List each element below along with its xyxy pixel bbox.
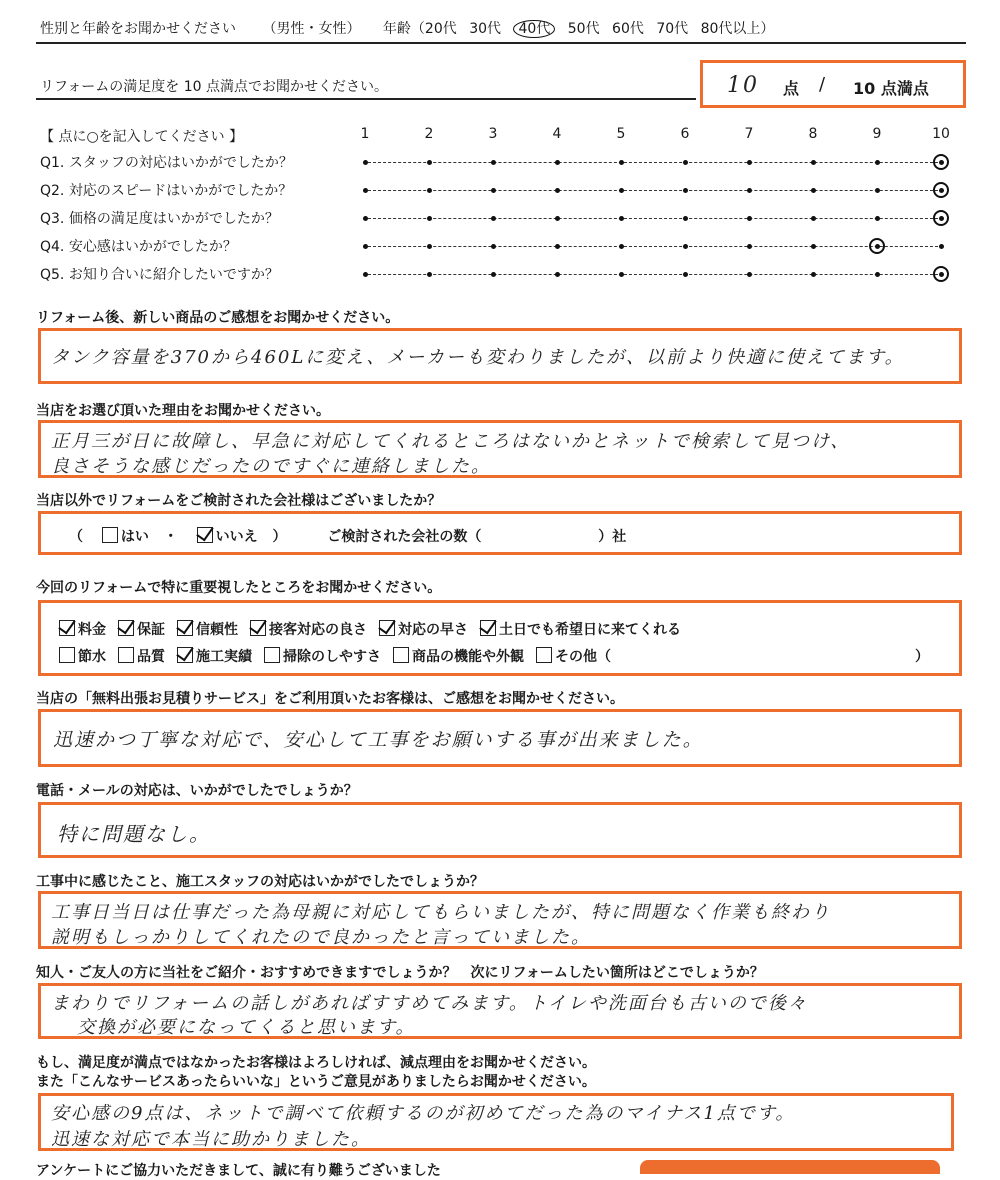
important-option	[118, 649, 165, 665]
product-title: リフォーム後、新しい商品のご感想をお聞かせください。	[36, 310, 400, 326]
other-row	[69, 526, 626, 546]
other-sep: ・	[163, 529, 178, 545]
scale-number: 9	[872, 126, 882, 142]
score-slash: /	[819, 74, 826, 95]
important-close: ）	[915, 649, 929, 665]
important-checkbox[interactable]	[393, 647, 409, 663]
important-checkbox[interactable]	[59, 620, 75, 636]
rating-selected-circle	[933, 266, 949, 282]
rating-point[interactable]	[619, 188, 624, 193]
rating-point[interactable]	[363, 160, 368, 165]
rating-point[interactable]	[747, 216, 752, 221]
important-option-label: 品質	[137, 649, 165, 665]
important-checkbox[interactable]	[250, 620, 266, 636]
important-option-label: 商品の機能や外観	[412, 649, 524, 665]
estimate-answer-box	[38, 709, 962, 767]
score-value: 10	[727, 73, 759, 98]
rating-selected-circle	[933, 154, 949, 170]
important-option	[59, 649, 106, 665]
age-50: 50代	[567, 21, 600, 37]
rating-point[interactable]	[491, 272, 496, 277]
feedback-answer-2: 迅速な対応で本当に助かりました。	[51, 1129, 371, 1150]
rating-point[interactable]	[811, 272, 816, 277]
rating-point[interactable]	[875, 188, 880, 193]
age-80: 80代以上）	[700, 21, 775, 37]
scale-number: 6	[680, 126, 690, 142]
rating-point[interactable]	[619, 160, 624, 165]
satisfaction-prompt: リフォームの満足度を 10 点満点でお聞かせください。	[40, 79, 389, 95]
rating-point[interactable]	[683, 216, 688, 221]
ratings-instruction: 【 点に○を記入してください 】	[40, 129, 244, 145]
important-option-label: 節水	[78, 649, 106, 665]
scale-number: 3	[488, 126, 498, 142]
important-checkbox[interactable]	[480, 620, 496, 636]
other-open: （	[69, 529, 83, 545]
rating-point[interactable]	[363, 244, 368, 249]
rating-point[interactable]	[555, 216, 560, 221]
rating-point[interactable]	[811, 216, 816, 221]
important-option-label: 施工実績	[196, 649, 252, 665]
important-option	[177, 622, 238, 638]
rating-scale-line	[363, 246, 943, 247]
rating-point[interactable]	[875, 272, 880, 277]
important-option	[250, 622, 367, 638]
rating-point[interactable]	[427, 216, 432, 221]
satisfaction-rule	[36, 98, 696, 100]
rating-point[interactable]	[747, 244, 752, 249]
important-checkbox[interactable]	[177, 620, 193, 636]
referral-answer-2: 交換が必要になってくると思います。	[77, 1017, 416, 1038]
estimate-title: 当店の「無料出張お見積りサービス」をご利用頂いたお客様は、ご感想をお聞かせください。	[36, 691, 624, 707]
other-title: 当店以外でリフォームをご検討された会社様はございましたか？	[36, 493, 442, 509]
rating-point[interactable]	[491, 188, 496, 193]
rating-scale-line	[363, 162, 943, 163]
scale-number: 2	[424, 126, 434, 142]
important-option	[118, 622, 165, 638]
rating-point[interactable]	[939, 244, 944, 249]
rating-point[interactable]	[747, 272, 752, 277]
scale-number: 10	[932, 126, 950, 142]
age-40-circled: 40代	[513, 20, 555, 38]
construction-title: 工事中に感じたこと、施工スタッフの対応はいかがでしたでしょうか？	[36, 874, 484, 890]
important-option-label: 土日でも希望日に来てくれる	[499, 622, 681, 638]
rating-point[interactable]	[875, 160, 880, 165]
important-option	[393, 649, 524, 665]
other-answer-box	[38, 511, 962, 555]
rating-point[interactable]	[491, 244, 496, 249]
feedback-title-1: もし、満足度が満点ではなかったお客様はよろしければ、減点理由をお聞かせください。	[36, 1055, 596, 1071]
important-option-label: 接客対応の良さ	[269, 622, 367, 638]
gender-age-label: 性別と年齢をお聞かせください	[40, 21, 236, 37]
rating-selected-circle	[933, 210, 949, 226]
reason-answer-2: 良さそうな感じだったのですぐに連絡しました。	[51, 456, 491, 477]
footer-text: アンケートにご協力いただきまして、誠に有り難うございました	[36, 1163, 441, 1179]
rating-scale-line	[363, 274, 943, 275]
referral-title: 知人・ご友人の方に当社をご紹介・おすすめできますでしょうか？ 次にリフォームしたい箇所はどこでしょうか？	[36, 965, 764, 981]
scale-number: 5	[616, 126, 626, 142]
rating-point[interactable]	[363, 188, 368, 193]
rating-point[interactable]	[875, 216, 880, 221]
important-option-label: その他（	[555, 649, 611, 665]
reason-answer-box	[38, 420, 962, 478]
other-count-label: ご検討された会社の数（	[327, 529, 482, 545]
age-60: 60代	[612, 21, 644, 37]
rating-point[interactable]	[619, 272, 624, 277]
important-checkbox[interactable]	[177, 647, 193, 663]
important-option-label: 掃除のしやすさ	[283, 649, 381, 665]
scale-number: 1	[360, 126, 370, 142]
estimate-answer: 迅速かつ丁寧な対応で、安心して工事をお願いする事が出来ました。	[53, 729, 704, 751]
product-answer-box	[38, 328, 962, 384]
rating-point[interactable]	[683, 272, 688, 277]
rating-question-label: Q1. スタッフの対応はいかがでしたか？	[40, 155, 293, 171]
no-label: いいえ	[215, 529, 258, 545]
important-checkbox[interactable]	[536, 647, 552, 663]
age-70: 70代	[656, 21, 689, 37]
rating-point[interactable]	[811, 188, 816, 193]
reason-title: 当店をお選び頂いた理由をお聞かせください。	[36, 403, 330, 419]
important-option	[480, 622, 681, 638]
yes-checkbox[interactable]	[102, 527, 118, 543]
gender-age-row	[40, 18, 774, 38]
no-checkbox[interactable]	[197, 527, 213, 543]
rating-point[interactable]	[491, 160, 496, 165]
important-checkbox[interactable]	[264, 647, 280, 663]
feedback-answer-1: 安心感の9点は、ネットで調べて依頼するのが初めてだった為のマイナス1点です。	[51, 1103, 796, 1124]
important-box	[38, 600, 962, 676]
important-option-label: 料金	[78, 622, 106, 638]
rating-point[interactable]	[427, 188, 432, 193]
rating-selected-circle	[869, 238, 885, 254]
rating-question-label: Q2. 対応のスピードはいかがでしたか？	[40, 183, 293, 199]
construction-answer-box	[38, 891, 962, 949]
important-checkbox[interactable]	[379, 620, 395, 636]
rating-point[interactable]	[363, 272, 368, 277]
scale-number: 7	[744, 126, 754, 142]
rating-scale-line	[363, 218, 943, 219]
phone-answer: 特に問題なし。	[57, 822, 211, 846]
scale-number: 8	[808, 126, 818, 142]
rating-point[interactable]	[683, 188, 688, 193]
rating-point[interactable]	[619, 216, 624, 221]
rating-point[interactable]	[619, 244, 624, 249]
important-option-label: 対応の早さ	[398, 622, 468, 638]
important-checkbox[interactable]	[118, 647, 134, 663]
rating-point[interactable]	[747, 160, 752, 165]
important-option	[264, 649, 381, 665]
important-checkbox[interactable]	[59, 647, 75, 663]
scale-number: 4	[552, 126, 562, 142]
rating-question-label: Q4. 安心感はいかがでしたか？	[40, 239, 237, 255]
phone-title: 電話・メールの対応は、いかがでしたでしょうか？	[36, 783, 358, 799]
rating-point[interactable]	[683, 244, 688, 249]
phone-answer-box	[38, 802, 962, 858]
construction-answer-2: 説明もしっかりしてくれたので良かったと言っていました。	[51, 927, 591, 948]
rating-point[interactable]	[427, 272, 432, 277]
rating-selected-circle	[933, 182, 949, 198]
important-row-1	[59, 619, 693, 639]
age-30: 30代	[469, 21, 502, 37]
gender-options: （男性・女性）	[262, 21, 361, 37]
feedback-answer-box	[38, 1093, 954, 1151]
rating-point[interactable]	[555, 244, 560, 249]
rating-point[interactable]	[555, 160, 560, 165]
important-option-label: 保証	[137, 622, 165, 638]
rating-point[interactable]	[427, 244, 432, 249]
score-box	[700, 60, 966, 108]
rating-scale-line	[363, 190, 943, 191]
age-label: 年齢（20代	[382, 21, 457, 37]
rating-point[interactable]	[811, 160, 816, 165]
rating-point[interactable]	[363, 216, 368, 221]
referral-answer-1: まわりでリフォームの話しがあればすすめてみます。トイレや洗面台も古いので後々	[51, 993, 808, 1014]
product-answer: タンク容量を370から460Lに変え、メーカーも変わりましたが、以前より快適に使えてます。	[51, 347, 905, 368]
footer-logo-band	[640, 1160, 940, 1174]
rating-point[interactable]	[427, 160, 432, 165]
construction-answer-1: 工事日当日は仕事だった為母親に対応してもらいましたが、特に問題なく作業も終わり	[51, 902, 831, 923]
rating-point[interactable]	[747, 188, 752, 193]
important-checkbox[interactable]	[118, 620, 134, 636]
rating-point[interactable]	[491, 216, 496, 221]
other-count-end: ）社	[598, 529, 627, 545]
rating-point[interactable]	[555, 272, 560, 277]
other-close: ）	[272, 529, 287, 545]
rating-question-label: Q5. お知り合いに紹介したいですか？	[40, 267, 279, 283]
score-max: 10 点満点	[853, 79, 929, 98]
feedback-title-2: また「こんなサービスあったらいいな」というご意見がありましたらお聞かせください。	[36, 1074, 596, 1090]
important-option-label: 信頼性	[196, 622, 238, 638]
score-unit: 点	[783, 79, 800, 98]
reason-answer-1: 正月三が日に故障し、早急に対応してくれるところはないかとネットで検索して見つけ、	[51, 431, 851, 452]
rating-point[interactable]	[811, 244, 816, 249]
rating-question-label: Q3. 価格の満足度はいかがでしたか？	[40, 211, 279, 227]
important-option	[536, 649, 611, 665]
header-rule	[36, 42, 966, 44]
important-row-2	[59, 646, 623, 666]
rating-point[interactable]	[683, 160, 688, 165]
important-option	[379, 622, 468, 638]
important-option	[59, 622, 106, 638]
yes-label: はい	[120, 529, 149, 545]
rating-point[interactable]	[555, 188, 560, 193]
important-title: 今回のリフォームで特に重要視したところをお聞かせください。	[36, 580, 442, 596]
referral-answer-box	[38, 983, 962, 1039]
important-option	[177, 649, 252, 665]
